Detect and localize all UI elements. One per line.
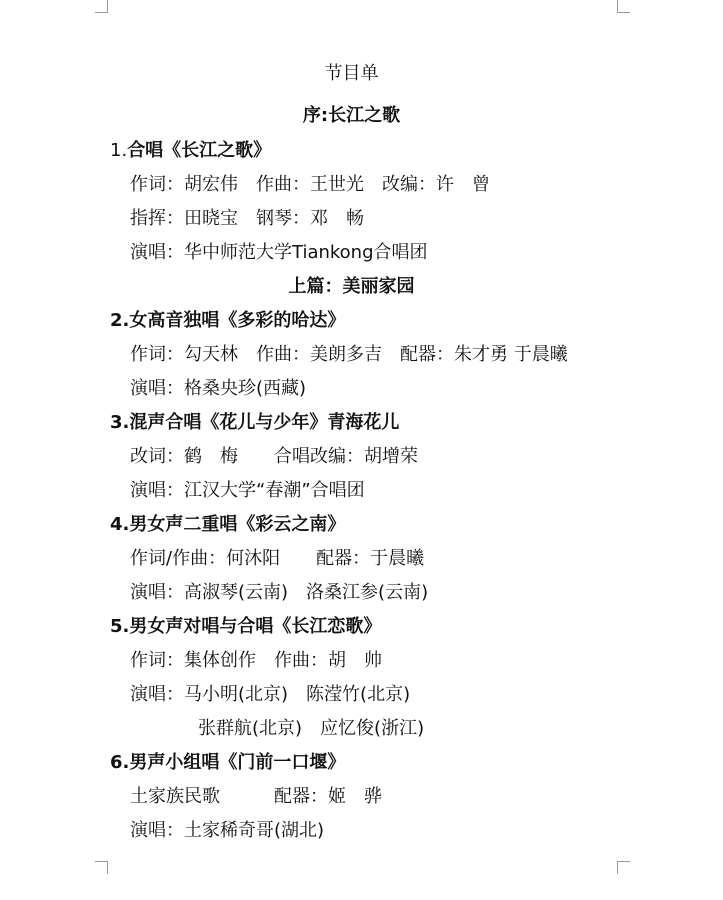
prelude-heading: 序:长江之歌 xyxy=(302,105,401,126)
performer-line: 演唱：土家稀奇哥(湖北) xyxy=(130,820,325,841)
program-item-5-heading xyxy=(110,615,381,639)
item-title: 女高音独唱《多彩的哈达》 xyxy=(129,310,346,331)
program-item-3-heading xyxy=(110,411,399,435)
page-corner-mark xyxy=(95,861,108,874)
credits-line: 指挥：田晓宝 钢琴：邓 畅 xyxy=(130,208,364,229)
credits-line: 作词：勾天林 作曲：美朗多吉 配器：朱才勇 于晨曦 xyxy=(130,344,568,365)
performer-line-continued: 张群航(北京) 应忆俊(浙江) xyxy=(198,718,425,739)
program-item-4-heading xyxy=(110,513,345,537)
credits-line: 土家族民歌 配器：姬 骅 xyxy=(130,786,382,807)
credits-line: 作词：胡宏伟 作曲：王世光 改编：许 曾 xyxy=(130,174,490,195)
page-corner-mark xyxy=(617,861,630,874)
program-item-6-heading xyxy=(110,751,345,775)
performer-line: 演唱：华中师范大学Tiankong合唱团 xyxy=(130,242,428,263)
item-number: 4. xyxy=(110,514,130,535)
item-number: 6. xyxy=(110,752,130,773)
item-title: 男声小组唱《门前一口堰》 xyxy=(129,752,346,773)
item-title: 混声合唱《花儿与少年》青海花儿 xyxy=(129,412,400,433)
performer-line: 演唱：格桑央珍(西藏) xyxy=(130,378,307,399)
program-item-1-heading xyxy=(110,139,271,163)
item-number: 2. xyxy=(110,310,130,331)
performer-line: 演唱：江汉大学“春潮”合唱团 xyxy=(130,480,365,501)
item-title: 男女声对唱与合唱《长江恋歌》 xyxy=(129,616,382,637)
item-number: 1. xyxy=(110,140,128,161)
credits-line: 作词：集体创作 作曲：胡 帅 xyxy=(130,650,382,671)
credits-line: 改词：鹤 梅 合唱改编：胡增荣 xyxy=(130,446,418,467)
page-corner-mark xyxy=(617,0,630,13)
item-title: 合唱《长江之歌》 xyxy=(127,140,272,161)
page-title: 节目单 xyxy=(324,63,379,84)
page-corner-mark xyxy=(95,0,108,13)
credits-line: 作词/作曲：何沐阳 配器：于晨曦 xyxy=(130,548,425,569)
item-title: 男女声二重唱《彩云之南》 xyxy=(129,514,346,535)
program-item-2-heading xyxy=(110,309,345,333)
performer-line: 演唱：马小明(北京) 陈滢竹(北京) xyxy=(130,684,411,705)
section-heading: 上篇：美丽家园 xyxy=(288,276,415,297)
performer-line: 演唱：高淑琴(云南) 洛桑江参(云南) xyxy=(130,582,429,603)
item-number: 5. xyxy=(110,616,130,637)
item-number: 3. xyxy=(110,412,130,433)
